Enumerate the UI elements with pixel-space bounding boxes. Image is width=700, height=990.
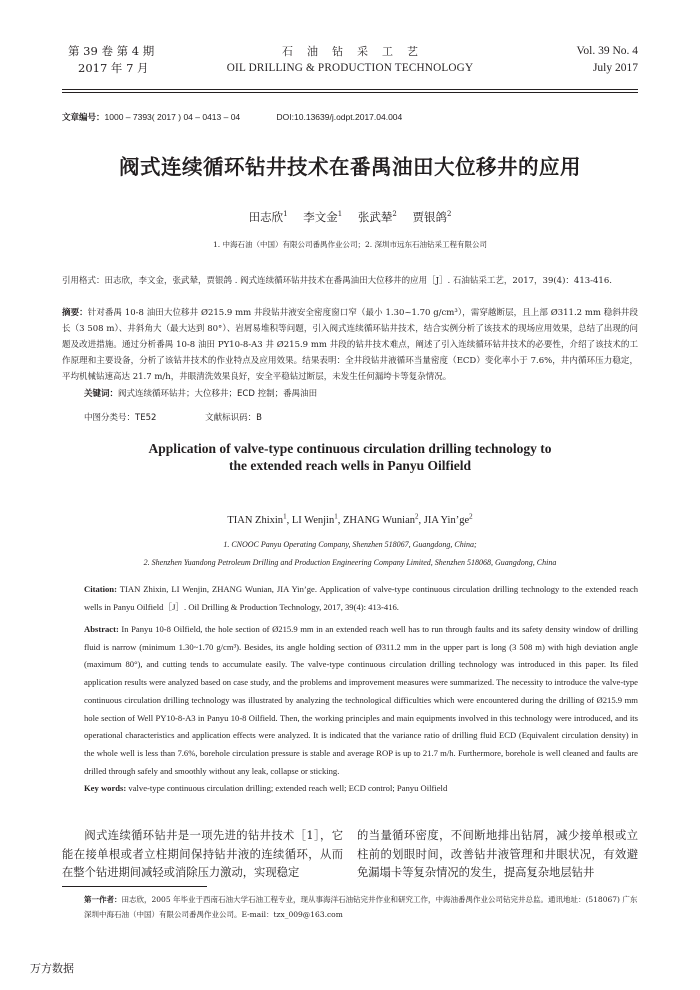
footnote-label: 第一作者： — [84, 895, 122, 904]
author-name: 贾银鸽 — [412, 210, 447, 224]
author-affil-mark: 2 — [469, 512, 473, 520]
author-affil-mark: 2 — [446, 210, 452, 219]
volume-line: Vol. 39 No. 4 — [576, 45, 638, 57]
title-cn: 阀式连续循环钻井技术在番禺油田大位移井的应用 — [119, 155, 581, 179]
author-affil-mark: 1 — [334, 512, 338, 520]
author-name: 张武辇 — [357, 210, 393, 224]
article-number-value: 1000 – 7393( 2017 ) 04 – 0413 – 04 — [104, 112, 241, 122]
body-text-left — [62, 827, 343, 883]
title-en-line: the extended reach wells in Panyu Oilfield — [229, 458, 471, 473]
affiliation-en-line: 2. Shenzhen Yuandong Petroleum Drilling and Production Engineering Company Limited, Shenzhen 518068, Guangdong, China — [143, 558, 557, 567]
class-value: TE52 — [135, 413, 157, 423]
footnote — [84, 892, 638, 922]
keywords-cn-text: 阀式连续循环钻井；大位移井；ECD 控制；番禺油田 — [118, 389, 318, 399]
journal-issue-en — [577, 43, 638, 77]
author-en: ZHANG Wunian$^2$, — [342, 512, 424, 526]
author-name: 李文金 — [303, 210, 338, 224]
journal-name-cn: 石油钻采工艺 — [282, 45, 432, 58]
citation-en-text: TIAN Zhixin, LI Wenjin, ZHANG Wunian, JIA Yin’ge. Application of valve-type continuous circulation drilling technology to the extended reach wells in Panyu Oilfield［J］. Oil Drilling & Production Technology, 2017, 39(4): 413-416. — [84, 584, 639, 612]
keywords-en-text: valve-type continuous circulation drilling; extended reach well; ECD control; Panyu Oilfield — [128, 783, 448, 794]
month-line: July 2017 — [592, 62, 638, 74]
title-en-line: Application of valve-type continuous circulation drilling technology to — [148, 441, 552, 456]
authors-en — [0, 512, 700, 526]
citation-en-label: Citation: — [84, 584, 117, 594]
doi: DOI:10.13639/j.odpt.2017.04.004 — [276, 112, 403, 122]
author — [412, 210, 451, 224]
abstract-en — [84, 621, 638, 798]
class-label: 中图分类号： — [84, 413, 136, 423]
journal-name-en: OIL DRILLING & PRODUCTION TECHNOLOGY — [226, 62, 474, 74]
affiliation-en — [0, 536, 700, 572]
author — [249, 210, 288, 224]
affiliation-cn: 1. 中海石油（中国）有限公司番禺作业公司；2. 深圳市远东石油钻采工程有限公司 — [212, 240, 488, 249]
author-en: TIAN Zhixin$^1$, — [227, 512, 292, 526]
author-affil-mark: 1 — [337, 210, 343, 219]
author-affil-mark: 2 — [392, 210, 397, 219]
authors-cn — [0, 209, 700, 225]
issue-line: 第 39 卷 第 4 期 — [68, 44, 155, 58]
author-en-name: ZHANG Wunian — [342, 514, 415, 526]
watermark: 万方数据 — [30, 962, 74, 975]
doc-value: B — [256, 413, 262, 423]
author-en: LI Wenjin$^1$, — [291, 512, 343, 526]
keywords-cn — [84, 387, 317, 399]
footnote-text: 田志欣，2005 年毕业于西南石油大学石油工程专业，现从事海洋石油钻完井作业和研究工作，中海油番禺作业公司钻完井总监。通讯地址：(518067) 广东深圳中海石油（中国）有限公司番禺作业公司。E-mail：tzx_009@163.com — [84, 895, 638, 919]
author — [303, 210, 342, 224]
abstract-cn-label: 摘要： — [62, 308, 88, 318]
abstract-en-text: In Panyu 10-8 Oilfield, the hole section of Ø215.9 mm in an extended reach well has to run through faults and its safety density window of drilling fluid is narrow (minimum 1.30~1.70 g/cm³). Besides, its angle holding section of Ø311.2 mm in the upper part is long (3 508 m) with high deviation angle (maximum 80°), and cutting tends to accumulate easily. The valve-type continuous circulation drilling technology was introduced in this paper. Its filed application results were analyzed based on case study, and the problems and improvement measures were summarized. The necessity to introduce the valve-type continuous circulation drilling technology was illustrated by analyzing the technological difficulties which were encountered during the drilling of Ø215.9 mm hole section of Well PY10-8-A3 in Panyu 10-8 Oilfield. Then, the working principles and main equipments involved in this technology were introduced, and its operational characteristics and application effects were analyzed. It is indicated that the variance ratio of drilling fluid ECD (Equivalent circulation density) in the whole well is less than 7.6%, borehole circulation pressure is stable and average ROP is up to 21.7 m/h. Furthermore, borehole is well cleaned and faults are drilled through safely and smoothly without any leak, collapse or sticking. — [84, 624, 638, 776]
abstract-en-label: Abstract: — [84, 624, 119, 634]
author-en — [423, 512, 473, 526]
author-affil-mark: 1 — [283, 512, 287, 520]
date-line: 2017 年 7 月 — [78, 61, 149, 75]
body-paragraph: 阀式连续循环钻井是一项先进的钻井技术［1］，它能在接单根或者立柱期间保持钻井液的连续循环，从而在整个钻进期间减轻或消除压力激动，实现稳定 — [62, 829, 343, 879]
author-affil-mark: 2 — [414, 512, 419, 520]
keywords-en-label: Key words: — [84, 783, 127, 794]
keywords-cn-label: 关键词： — [84, 389, 119, 399]
author-en-name: JIA Yin’ge — [423, 514, 470, 526]
body-text-right: 的当量循环密度，不间断地排出钻屑，减少接单根或立柱前的划眼时间，改善钻井液管理和井眼状况，有效避免漏塌卡等复杂情况的发生，提高复杂地层钻井 — [357, 829, 638, 879]
footnote-rule — [62, 886, 207, 887]
classification — [84, 411, 262, 423]
title-en — [0, 440, 700, 474]
citation-en — [84, 581, 638, 616]
header-rule-thin — [62, 92, 638, 93]
author-en-name: TIAN Zhixin — [227, 514, 284, 526]
doc-label: 文献标识码： — [205, 413, 257, 423]
author-en-name: LI Wenjin — [291, 514, 335, 526]
abstract-cn-text: 针对番禺 10-8 油田大位移井 Ø215.9 mm 井段钻井液安全密度窗口窄（最小 1.30~1.70 g/cm³），需穿越断层，且上部 Ø311.2 mm 稳斜井段长（3 508 m）、井斜角大（最大达到 80°）、岩屑易堆积等问题，引入阀式连续循环钻井技术，结合实例分析了该技术的现场应用效果，总结了出现的问题及改进措施。通过分析番禺 10-8 油田 PY10-8-A3 井 Ø215.9 mm 井段的钻井技术难点，阐述了引入连续循环钻井技术的必要性，介绍了该技术的工作原理和主要设备，分析了该钻井技术的作业特点及应用效果。结果表明：全井段钻井液循环当量密度（ECD）变化率小于 7.6%，井内循环压力稳定，平均机械钻速高达 21.7 m/h，井眼清洗效果良好，安全平稳钻过断层，未发生任何漏垮卡等复杂情况。 — [62, 308, 638, 382]
author-name: 田志欣 — [248, 210, 284, 224]
citation-cn: 引用格式：田志欣，李文金，张武辇，贾银鸽 . 阀式连续循环钻井技术在番禺油田大位移井的应用［J］. 石油钻采工艺，2017，39(4)：413-416. — [62, 276, 612, 286]
author — [358, 210, 397, 224]
abstract-cn — [62, 305, 638, 385]
header-rule — [62, 89, 638, 90]
article-number — [62, 111, 402, 123]
keywords-en — [84, 780, 638, 798]
affiliation-en-line: 1. CNOOC Panyu Operating Company, Shenzhen 518067, Guangdong, China; — [223, 540, 477, 549]
article-number-label: 文章编号： — [62, 112, 105, 122]
author-affil-mark: 1 — [283, 210, 288, 219]
